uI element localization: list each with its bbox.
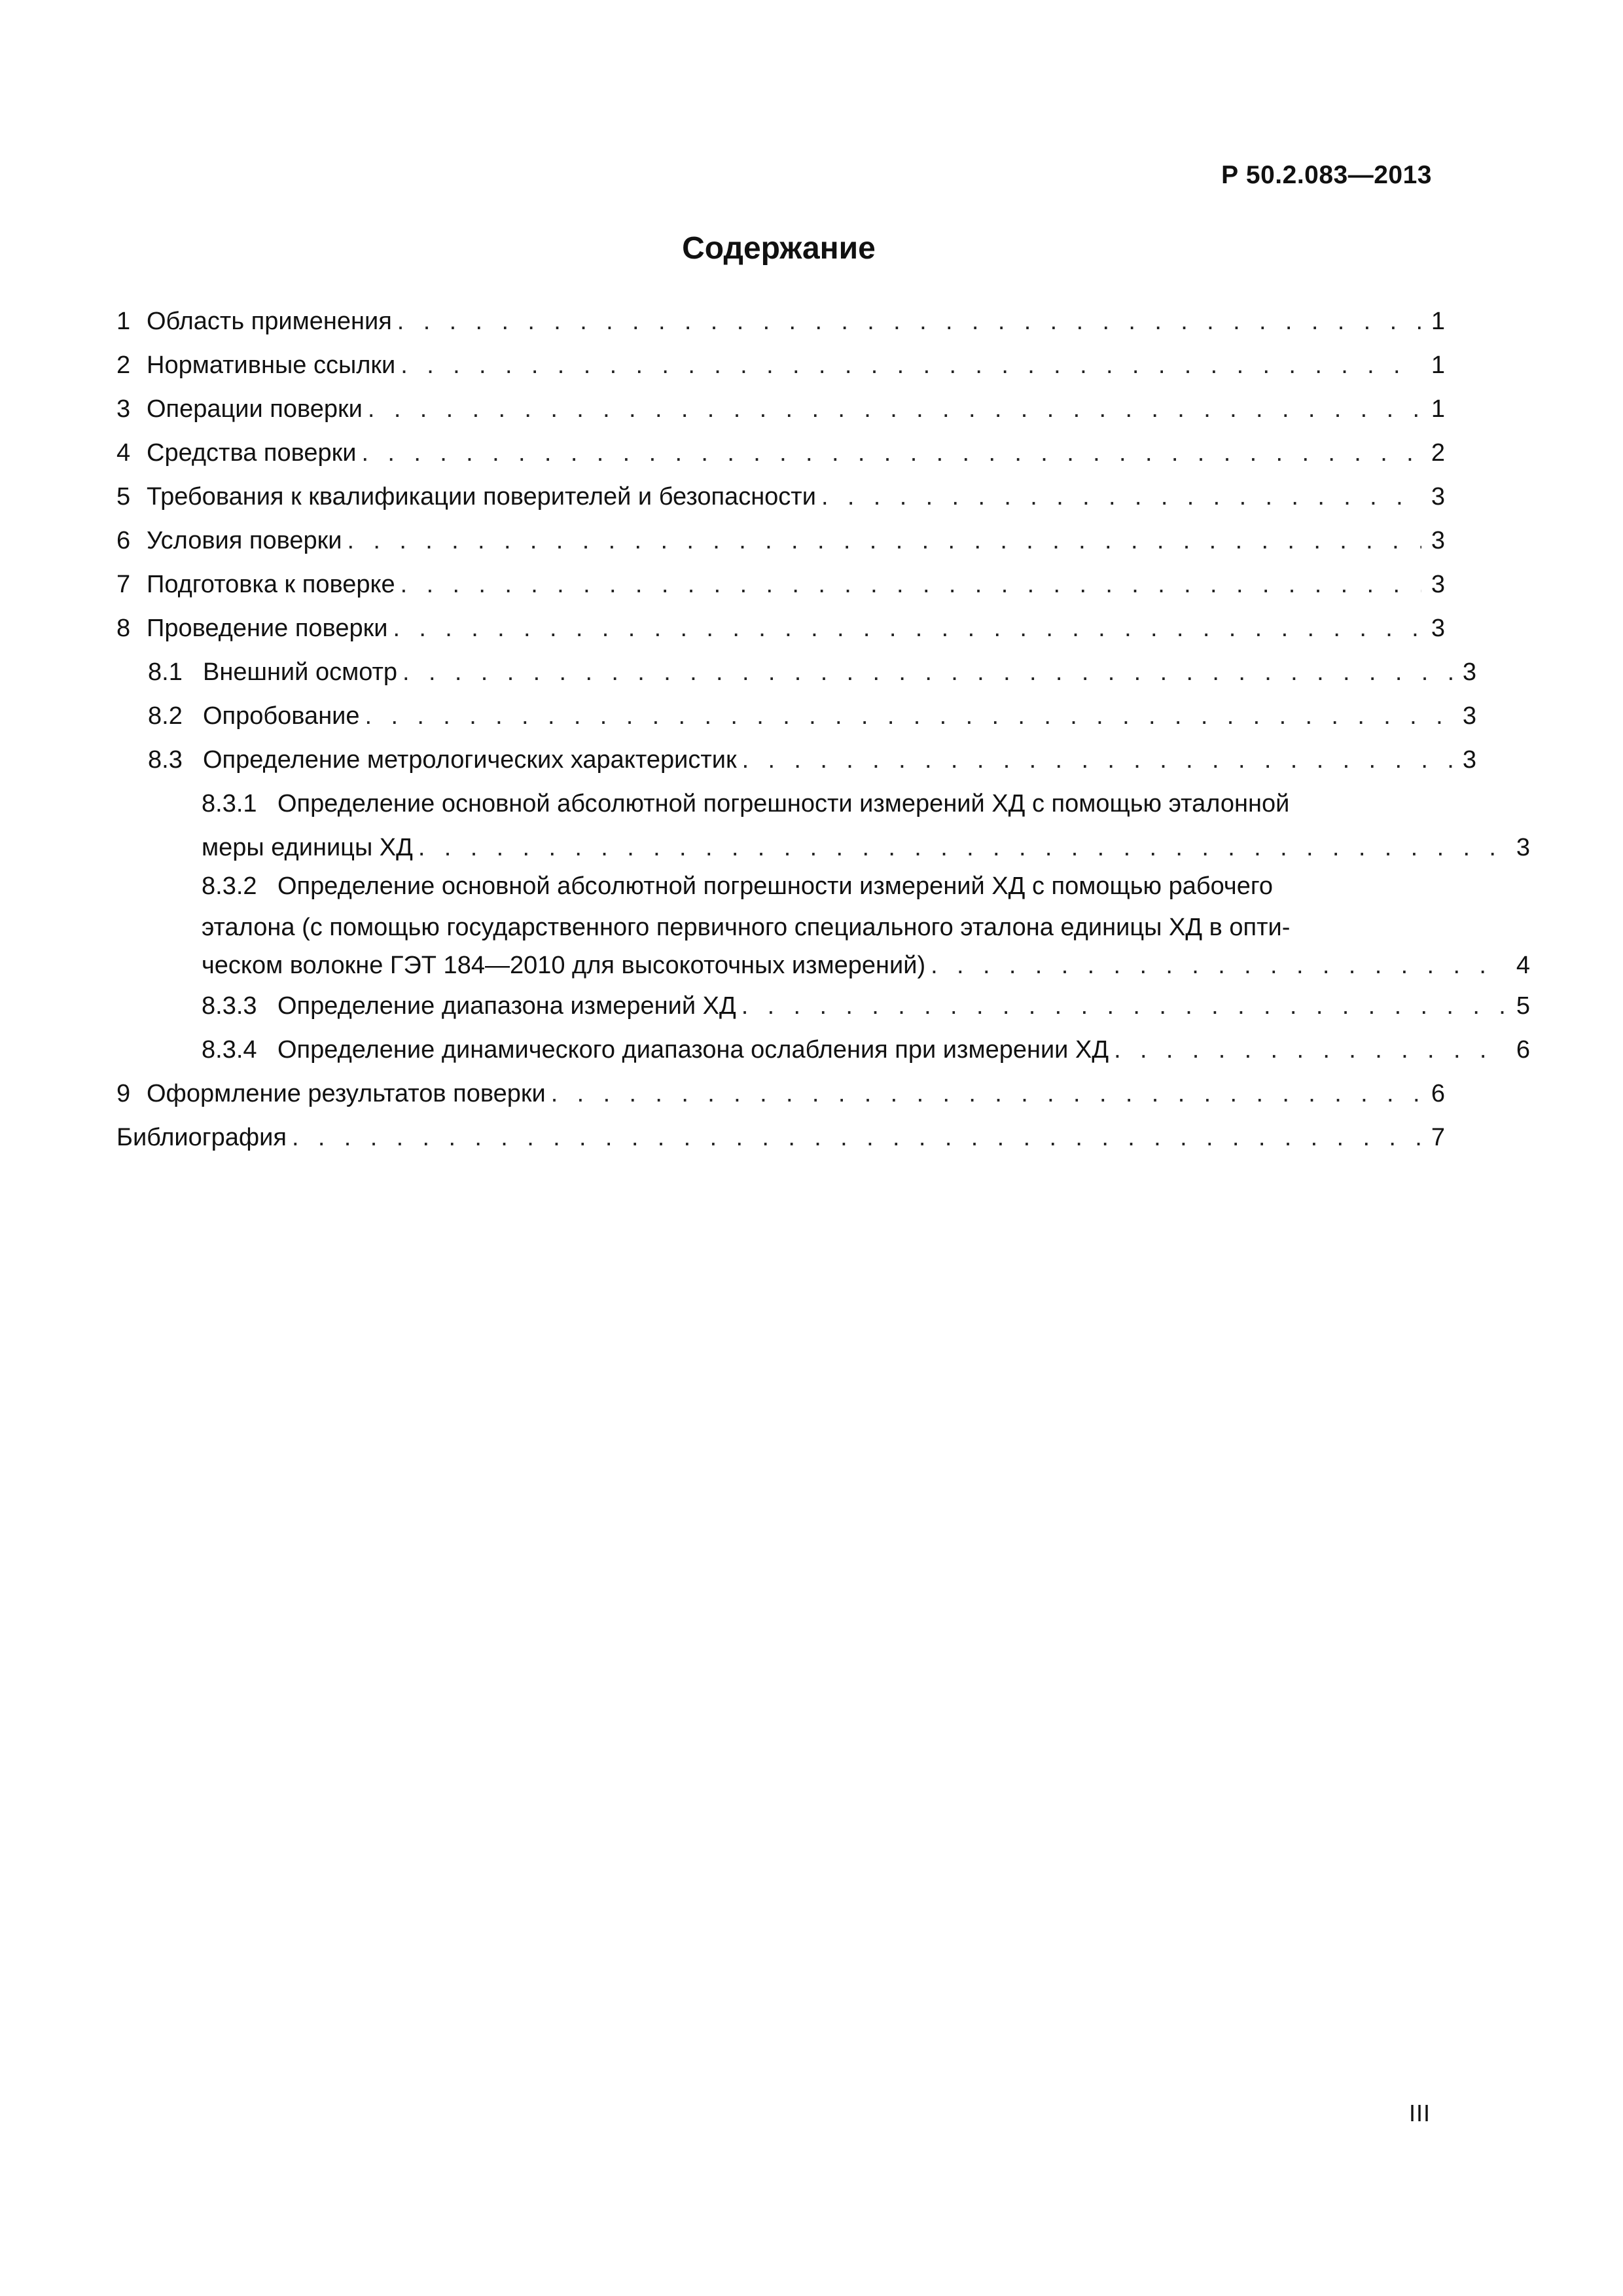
toc-entry-text: Требования к квалификации поверителей и безопасности	[147, 483, 816, 511]
toc-entry-text: Операции поверки	[147, 395, 363, 423]
toc-entry-number: 5	[116, 483, 131, 511]
toc-entry-page: 1	[1431, 308, 1445, 335]
dot-leader	[401, 563, 1421, 607]
toc-entry-text-line-2: эталона (с помощью государственного первичного специального эталона единицы ХД в опти-	[202, 914, 1291, 941]
toc-entry-number: 8.3.3	[202, 992, 257, 1020]
toc-entry-text: Опробование	[203, 702, 360, 730]
toc-entry-5[interactable]	[116, 475, 1445, 519]
toc-entry-page: 3	[1462, 658, 1476, 686]
toc-entry-8-3[interactable]	[116, 738, 1476, 782]
toc-entry-8-1[interactable]	[116, 651, 1476, 694]
toc-entry-text: Подготовка к поверке	[147, 571, 395, 598]
toc-entry-1[interactable]	[116, 300, 1445, 344]
toc-entry-3[interactable]	[116, 387, 1445, 431]
toc-entry-text-line-3: ческом волокне ГЭТ 184—2010 для высокоточных измерений)	[202, 952, 926, 979]
toc-entry-8-3-4[interactable]	[116, 1028, 1530, 1072]
toc-entry-8-3-3[interactable]	[116, 984, 1530, 1028]
dot-leader	[821, 475, 1421, 519]
toc-entry-text-line-2: меры единицы ХД	[202, 834, 413, 861]
toc-entry-text: Определение динамического диапазона ослабления при измерении ХД	[277, 1036, 1109, 1064]
toc-entry-number: 4	[116, 439, 131, 467]
toc-entry-number: 7	[116, 571, 131, 598]
toc-entry-number: 1	[116, 308, 131, 335]
dot-leader	[347, 519, 1421, 563]
toc-entry-page: 6	[1431, 1080, 1445, 1107]
toc-title: Содержание	[682, 231, 876, 266]
dot-leader	[742, 738, 1453, 782]
toc-entry-page: 1	[1431, 395, 1445, 423]
toc-entry-page: 3	[1431, 527, 1445, 554]
toc-entry-9[interactable]	[116, 1072, 1445, 1116]
toc-entry-8-3-2[interactable]	[116, 865, 1530, 984]
toc-entry-page: 5	[1516, 992, 1530, 1020]
toc-entry-page: 3	[1462, 702, 1476, 730]
toc-entry-4[interactable]	[116, 431, 1445, 475]
toc-entry-text: Определение метрологических характеристик	[203, 746, 737, 774]
toc-entry-page: 6	[1516, 1036, 1530, 1064]
toc-entry-number: 8.1	[148, 658, 183, 686]
dot-leader	[401, 344, 1421, 387]
toc-entry-number: 8.3	[148, 746, 183, 774]
document-code: Р 50.2.083—2013	[1221, 161, 1432, 189]
toc-entry-text: Оформление результатов поверки	[147, 1080, 546, 1107]
page-number: III	[1408, 2100, 1431, 2126]
toc-entry-number: 3	[116, 395, 131, 423]
toc-entry-page: 2	[1431, 439, 1445, 467]
toc-entry-text: Условия поверки	[147, 527, 342, 554]
toc-entry-2[interactable]	[116, 344, 1445, 387]
dot-leader	[362, 431, 1422, 475]
toc-entry-number: 8.2	[148, 702, 183, 730]
dot-leader	[931, 946, 1507, 984]
dot-leader	[551, 1072, 1421, 1116]
toc-entry-page: 3	[1462, 746, 1476, 774]
table-of-contents	[116, 300, 1530, 1160]
toc-entry-number: 8.3.1	[202, 790, 257, 817]
toc-entry-text-line-1: Определение основной абсолютной погрешности измерений ХД с помощью эталонной	[277, 790, 1290, 817]
dot-leader	[365, 694, 1453, 738]
toc-entry-text: Внешний осмотр	[203, 658, 398, 686]
dot-leader	[368, 387, 1421, 431]
dot-leader	[397, 300, 1421, 344]
toc-entry-8-3-1[interactable]	[116, 782, 1530, 870]
dot-leader	[402, 651, 1453, 694]
toc-entry-page: 3	[1516, 834, 1530, 861]
toc-entry-number: 8.3.2	[202, 872, 257, 900]
toc-entry-text: Область применения	[147, 308, 392, 335]
toc-entry-text: Нормативные ссылки	[147, 351, 396, 379]
toc-entry-number: 9	[116, 1080, 131, 1107]
toc-entry-7[interactable]	[116, 563, 1445, 607]
toc-entry-number: 6	[116, 527, 131, 554]
toc-entry-page: 3	[1431, 483, 1445, 511]
toc-entry-number: 8	[116, 615, 131, 642]
toc-entry-page: 4	[1516, 952, 1530, 979]
dot-leader	[741, 984, 1507, 1028]
dot-leader	[418, 826, 1507, 870]
toc-entry-page: 3	[1431, 571, 1445, 598]
toc-entry-8[interactable]	[116, 607, 1445, 651]
toc-entry-number: 2	[116, 351, 131, 379]
dot-leader	[292, 1116, 1421, 1160]
toc-entry-6[interactable]	[116, 519, 1445, 563]
toc-entry-number: 8.3.4	[202, 1036, 257, 1064]
toc-entry-text: Средства поверки	[147, 439, 357, 467]
toc-entry-text-line-1: Определение основной абсолютной погрешности измерений ХД с помощью рабочего	[277, 872, 1274, 900]
toc-entry-page: 1	[1431, 351, 1445, 379]
toc-entry-text: Проведение поверки	[147, 615, 388, 642]
toc-entry-page: 7	[1431, 1124, 1445, 1151]
dot-leader	[1114, 1028, 1507, 1072]
toc-entry-text: Определение диапазона измерений ХД	[277, 992, 736, 1020]
dot-leader	[393, 607, 1421, 651]
toc-entry-page: 3	[1431, 615, 1445, 642]
toc-entry-text: Библиография	[116, 1124, 287, 1151]
toc-entry-8-2[interactable]	[116, 694, 1476, 738]
toc-entry-bibliography[interactable]	[116, 1116, 1445, 1160]
